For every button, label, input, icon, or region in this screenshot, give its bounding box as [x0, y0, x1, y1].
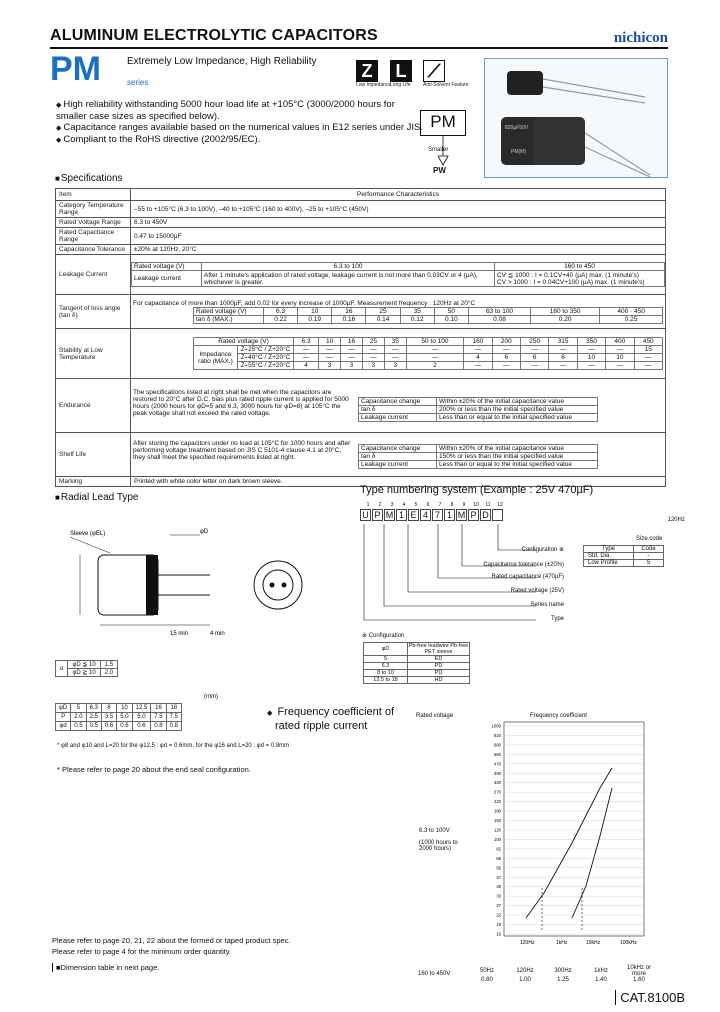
- dim-cell: 7.5: [166, 713, 181, 722]
- stab-value: 3: [341, 362, 363, 370]
- spec-col-item: Item: [56, 189, 131, 201]
- freq-y-tick: 560: [494, 751, 501, 757]
- config-code: HD: [408, 677, 470, 684]
- icon-label: Anti-Solvent Feature: [423, 82, 469, 88]
- dim-header: φD: [56, 704, 71, 713]
- square-icon: ■: [56, 963, 61, 972]
- freq-heading-line: Frequency coefficient of: [277, 706, 395, 718]
- radial-heading: ■ Radial Lead Type: [55, 492, 139, 503]
- dim-footnote: * φ8 and φ10 and L=20 for the φ12.5 : φd = 0.6mm, for the φ16 and L=20 : φd = 0.8mm: [57, 743, 290, 749]
- sleeve-label: Sleeve (φEL): [70, 531, 106, 537]
- freq-y-tick: 68: [496, 855, 501, 861]
- alpha-val: 2.0: [100, 669, 117, 677]
- config-d: 8 to 10: [364, 670, 408, 677]
- config-d: 12.5 to 18: [364, 677, 408, 684]
- freq-left-label: (1000 hours to 2000 hours): [419, 840, 458, 852]
- spec-item: Tangent of loss angle (tan δ): [56, 295, 131, 329]
- freq-left-label: 6.3 to 100V: [419, 828, 450, 834]
- k-label: 4 min: [210, 631, 225, 637]
- stab-row-label: Z–25°C / Z+20°C: [238, 346, 294, 354]
- shelf-v: 150% or less than the initial specified value: [437, 453, 598, 461]
- freq-heading: [267, 706, 394, 732]
- spec-item: Rated Capacitance Range: [56, 228, 131, 245]
- freq-x-label: 1kHz: [556, 940, 568, 946]
- feature-icon-z: [356, 60, 391, 88]
- icon-label: Low Impedance: [356, 82, 392, 88]
- stab-value: —: [341, 346, 363, 354]
- bottom-freq: 300Hz: [554, 968, 572, 974]
- stab-value: —: [319, 354, 341, 362]
- dim-cell: 0.8: [151, 722, 166, 731]
- dim-cell: 0.6: [117, 722, 132, 731]
- type-label: Type: [550, 616, 564, 622]
- freq-y-tick: 120: [494, 827, 501, 833]
- size-code-heading: Size code: [636, 536, 663, 542]
- freq-x-label: 10kHz: [586, 940, 601, 946]
- dim-header: 12.5: [132, 704, 151, 713]
- stab-voltage: 160: [464, 338, 492, 346]
- tan-value: 0.14: [366, 315, 400, 323]
- endseal-note: * Please refer to page 20 about the end seal configuration.: [57, 765, 251, 774]
- relation-target: PW: [433, 166, 446, 175]
- tan-value: 0.22: [264, 315, 298, 323]
- type-code-box: D: [480, 509, 491, 521]
- config-d: 6.3: [364, 663, 408, 670]
- stab-rv-label: Rated voltage (V): [194, 338, 294, 346]
- dim-cell: 0.5: [71, 722, 86, 731]
- type-position: 6: [426, 502, 430, 508]
- freq-x-label: 120Hz: [520, 940, 535, 946]
- dim-header: 6.3: [86, 704, 101, 713]
- stab-voltage: 50 to 100: [406, 338, 463, 346]
- note-dimension-text: Dimension table in next page.: [60, 963, 160, 972]
- dim-cell: P: [56, 713, 71, 722]
- freq-y-tick: 47: [496, 874, 501, 880]
- spec-item: Shelf Life: [56, 433, 131, 477]
- tan-voltage: 400 · 450: [600, 307, 663, 315]
- freq-y-tick: 820: [494, 732, 501, 738]
- dim-cell: 5.0: [132, 713, 151, 722]
- type-code-box: 4: [420, 509, 431, 521]
- bottom-freq: 1kHz: [594, 968, 608, 974]
- spec-item: Marking: [56, 477, 131, 487]
- leakage-table: [131, 262, 665, 287]
- stability-table: [193, 337, 663, 370]
- stab-value: —: [362, 354, 384, 362]
- spec-value: 6.3 to 450V: [131, 218, 666, 228]
- stab-value: —: [520, 362, 548, 370]
- stab-row-label: Z–55°C / Z+20°C: [238, 362, 294, 370]
- stab-value: 15: [634, 346, 662, 354]
- stab-value: 3: [319, 362, 341, 370]
- stab-value: —: [464, 362, 492, 370]
- dim-cell: 2.0: [71, 713, 86, 722]
- stab-value: 6: [520, 354, 548, 362]
- type-position: 10: [473, 502, 479, 508]
- tan-value: 0.25: [600, 315, 663, 323]
- stab-freq: 120Hz: [667, 516, 685, 523]
- freq-y-tick: 82: [496, 846, 501, 852]
- dim-cell: 5.0: [117, 713, 132, 722]
- stab-voltage: 250: [520, 338, 548, 346]
- stab-value: 3: [362, 362, 384, 370]
- stab-value: —: [341, 354, 363, 362]
- photo-label: 820µF50V: [505, 125, 529, 131]
- freq-y-tick: 15: [496, 931, 501, 937]
- bottom-rv: 160 to 450V: [418, 971, 451, 977]
- end-v: 200% or less than the initial specified value: [437, 406, 598, 414]
- tan-value: 0.20: [531, 315, 600, 323]
- freq-rv-label: Rated voltage: [416, 713, 454, 719]
- stab-value: —: [406, 354, 463, 362]
- dim-cell: 0.5: [86, 722, 101, 731]
- type-code-box: E: [408, 509, 419, 521]
- page-title: ALUMINUM ELECTROLYTIC CAPACITORS: [50, 27, 378, 44]
- size-type: Low Profile: [584, 560, 634, 567]
- bullet: ◆ Capacitance ranges available based on the numerical values in E12 series under JIS.: [56, 122, 426, 134]
- config-code: ED: [408, 656, 470, 663]
- radial-lead-drawing: [60, 525, 310, 645]
- config-table: [363, 642, 470, 684]
- stab-voltage: 16: [341, 338, 363, 346]
- alpha-cond: φD ≦ 10: [68, 661, 100, 669]
- stab-value: —: [634, 354, 662, 362]
- stab-voltage: 10: [319, 338, 341, 346]
- stab-value: —: [549, 346, 577, 354]
- feature-bullets: [56, 99, 426, 146]
- stab-value: —: [492, 362, 520, 370]
- stab-row-label: Z–40°C / Z+20°C: [238, 354, 294, 362]
- stab-value: 4: [294, 362, 319, 370]
- stab-value: 10: [606, 354, 634, 362]
- leakage-col: 160 to 450: [495, 263, 665, 271]
- type-code-box: P: [372, 509, 383, 521]
- type-label: Rated capacitance (470µF): [491, 574, 564, 580]
- tan-voltage: 10: [298, 307, 332, 315]
- spec-item: Category Temperature Range: [56, 201, 131, 218]
- size-code: 5: [634, 560, 664, 567]
- note-dimension: [52, 963, 159, 972]
- l-label: 15 min: [170, 631, 189, 637]
- dim-header: 10: [117, 704, 132, 713]
- shelf-v: Within ±20% of the initial capacitance value: [437, 445, 598, 453]
- series-tagline: Extremely Low Impedance, High Reliability: [127, 56, 317, 67]
- shelf-v: Less than or equal to the initial specified value: [437, 461, 598, 469]
- stab-value: —: [577, 346, 605, 354]
- leakage-value: CV > 1000 : I = 0.04CV+100 (µA) max. (1 minute's): [497, 279, 645, 286]
- type-position: 5: [414, 502, 418, 508]
- type-label: Configuration ※: [521, 547, 564, 553]
- bottom-freq: 120Hz: [516, 968, 534, 974]
- bullet: ◆ High reliability withstanding 5000 hour load life at +105°C (3000/2000 hours for smaller case sizes as specified below).: [56, 99, 426, 122]
- stab-ratio-label: Impedance ratio (MAX.): [194, 346, 238, 370]
- spec-value: ±20% at 120Hz, 20°C: [131, 245, 666, 255]
- type-code-box: 1: [396, 509, 407, 521]
- type-position: 12: [497, 502, 503, 508]
- alpha-table: [55, 660, 118, 677]
- dim-header: 18: [166, 704, 181, 713]
- config-code: PD: [408, 663, 470, 670]
- tan-voltage: 25: [366, 307, 400, 315]
- shelf-k: tan δ: [359, 453, 437, 461]
- type-code-box: 1: [444, 509, 455, 521]
- freq-y-tick: 330: [494, 780, 501, 786]
- tan-voltage: 6.3: [264, 307, 298, 315]
- stab-voltage: 6.3: [294, 338, 319, 346]
- type-code-box: M: [385, 510, 394, 520]
- capacitor-photo-icon: [485, 59, 669, 179]
- stab-value: —: [384, 346, 406, 354]
- type-code-box: M: [457, 510, 466, 520]
- dim-cell: 3.5: [101, 713, 116, 722]
- shelf-k: Leakage current: [359, 461, 437, 469]
- tan-voltage: 160 to 350: [531, 307, 600, 315]
- tan-voltage: 35: [400, 307, 434, 315]
- leakage-rv-label: Rated voltage (V): [132, 263, 202, 271]
- leakage-value: CV ≦ 1000 : I = 0.1CV+40 (µA) max. (1 minute's): [497, 272, 639, 279]
- freq-y-tick: 150: [494, 818, 501, 824]
- dim-cell: 0.6: [132, 722, 151, 731]
- type-position: 11: [485, 502, 491, 508]
- stab-voltage: 400: [606, 338, 634, 346]
- stab-voltage: 35: [384, 338, 406, 346]
- type-label: Rated voltage (25V): [510, 588, 564, 594]
- stab-value: 10: [577, 354, 605, 362]
- type-position: 4: [402, 502, 406, 508]
- type-label: Capacitance tolerance (±20%): [483, 562, 564, 568]
- long-life-icon: L: [390, 60, 412, 82]
- tan-value: 0.08: [468, 315, 530, 323]
- tan-value: 0.19: [298, 315, 332, 323]
- freq-y-tick: 56: [496, 865, 501, 871]
- end-v: Less than or equal to the initial specified value: [437, 414, 598, 422]
- dimension-table: [55, 703, 182, 731]
- type-positions: [362, 502, 506, 508]
- config-title: ※ Configuration: [362, 633, 405, 639]
- bottom-val: 0.80: [481, 977, 493, 983]
- dim-header: 8: [101, 704, 116, 713]
- freq-y-tick: 33: [496, 893, 501, 899]
- type-code-box: [492, 509, 503, 521]
- stab-voltage: 25: [362, 338, 384, 346]
- spec-item: Endurance: [56, 379, 131, 433]
- stab-value: —: [362, 346, 384, 354]
- freq-y-tick: 270: [494, 789, 501, 795]
- type-position: 3: [390, 502, 394, 508]
- stab-value: —: [464, 346, 492, 354]
- stab-value: —: [549, 362, 577, 370]
- stab-value: 4: [464, 354, 492, 362]
- alpha-cond: φD ≧ 10: [68, 669, 100, 677]
- stab-voltage: 450: [634, 338, 662, 346]
- tan-voltage: 50: [434, 307, 468, 315]
- type-position: 2: [378, 502, 382, 508]
- config-head: Pb-free leadwire Pb-free PET sleeve: [408, 643, 469, 655]
- freq-y-tick: 27: [496, 903, 501, 909]
- tan-value: 0.16: [332, 315, 366, 323]
- spec-item: Capacitance Tolerance: [56, 245, 131, 255]
- endurance-text: The specifications listed at right shall be met when the capacitors are restored to 20°C after D.C. bias plus rated ripple current is applied for 5000 hours (2000 hours for φD=5 and 6.3, 3000 hours for φD=8) at 105°C the peak voltage shall not exceed the rated voltage.: [133, 389, 349, 417]
- spec-item: Leakage Current: [56, 255, 131, 295]
- dim-cell: 0.8: [166, 722, 181, 731]
- stab-value: —: [294, 346, 319, 354]
- tan-rv-label: Rated voltage (V): [194, 307, 264, 315]
- endurance-table: [358, 397, 598, 422]
- type-position: 9: [462, 502, 466, 508]
- shelf-text: After storing the capacitors under no load at 105°C for 1000 hours and after performing voltage treatment based on JIS C 5101-4 clause 4.1 at 20°C, they shall meet the specified requirements listed at right.: [133, 440, 351, 461]
- feature-icon-l: [390, 60, 412, 88]
- freq-x-label: 100kHz: [620, 940, 637, 946]
- spec-col-perf: Performance Characteristics: [131, 189, 666, 201]
- freq-heading-line: rated ripple current: [275, 720, 368, 732]
- spec-value: 0.47 to 15000µF: [131, 228, 666, 245]
- tan-voltage: 63 to 100: [468, 307, 530, 315]
- alpha-head: α: [56, 661, 68, 677]
- freq-y-tick: 18: [496, 922, 501, 928]
- freq-bottom-table: [418, 965, 658, 983]
- anti-solvent-icon: ⟋: [423, 60, 445, 82]
- end-k: tan δ: [359, 406, 437, 414]
- freq-y-tick: 470: [494, 761, 501, 767]
- spec-value: Printed with white color letter on dark brown sleeve.: [131, 477, 666, 487]
- dim-cell: 0.6: [101, 722, 116, 731]
- dim-header: 16: [151, 704, 166, 713]
- stab-value: —: [492, 346, 520, 354]
- spec-value: –55 to +105°C (6.3 to 100V), –40 to +105°C (160 to 400V), –25 to +105°C (450V): [131, 201, 666, 218]
- tangent-table: [193, 307, 663, 324]
- shelf-table: [358, 444, 598, 469]
- end-k: Capacitance change: [359, 398, 437, 406]
- freq-y-tick: 180: [494, 808, 501, 814]
- type-label: Series name: [530, 602, 564, 608]
- note-formed: Please refer to page 20, 21, 22 about the formed or taped product spec.: [52, 936, 291, 945]
- spec-heading: ■ Specifications: [55, 173, 123, 184]
- dim-cell: φd: [56, 722, 71, 731]
- low-impedance-icon: Z: [356, 60, 378, 82]
- stab-voltage: 315: [549, 338, 577, 346]
- leakage-lc-label: Leakage current: [132, 271, 202, 287]
- bottom-val: 1.60: [633, 977, 645, 983]
- type-position: 7: [438, 502, 442, 508]
- tan-voltage: 16: [332, 307, 366, 315]
- shelf-k: Capacitance change: [359, 445, 437, 453]
- type-position: 1: [366, 502, 370, 508]
- type-code-box: P: [468, 509, 479, 521]
- stab-value: —: [577, 362, 605, 370]
- relation-label: Smaller: [428, 147, 449, 153]
- stab-value: —: [606, 362, 634, 370]
- series-word: series: [127, 78, 149, 87]
- freq-y-tick: 39: [496, 884, 501, 890]
- size-head: Type: [584, 546, 634, 553]
- bullet: ◆ Compliant to the RoHS directive (2002/95/EC).: [56, 134, 426, 146]
- tan-label: tan δ (MAX.): [194, 315, 264, 323]
- leakage-col: 6.3 to 100: [202, 263, 495, 271]
- stab-value: —: [384, 354, 406, 362]
- bottom-freq: 10kHz or more: [626, 965, 651, 977]
- type-numbering-title: Type numbering system (Example : 25V 470µF): [360, 484, 594, 496]
- photo-label: PM(M): [511, 149, 526, 155]
- stab-value: 6: [549, 354, 577, 362]
- end-k: Leakage current: [359, 414, 437, 422]
- config-head: φD: [364, 643, 408, 656]
- tan-value: 0.12: [400, 315, 434, 323]
- note-min-order: Please refer to page 4 for the minimum order quantity.: [52, 947, 232, 956]
- spec-item: Rated Voltage Range: [56, 218, 131, 228]
- freq-chart: [460, 718, 660, 948]
- config-code: PD: [408, 670, 470, 677]
- type-code-boxes: [360, 509, 504, 521]
- size-code: -: [634, 553, 664, 560]
- freq-fc-label: Frequency coefficient: [530, 713, 587, 719]
- type-code-box: U: [360, 509, 371, 521]
- catalog-number: CAT.8100B: [615, 990, 685, 1005]
- leakage-value: After 1 minute's application of rated voltage, leakage current is not more than 0.03CV or 4 (µA), whichever is greater.: [202, 271, 495, 287]
- alpha-val: 1.5: [100, 661, 117, 669]
- bottom-freq: 50Hz: [479, 968, 494, 974]
- header-rule: [50, 47, 668, 49]
- size-type: Std. Dia.: [584, 553, 634, 560]
- stab-value: 2: [406, 362, 463, 370]
- stab-value: —: [520, 346, 548, 354]
- bottom-val: 1.40: [595, 977, 607, 983]
- freq-y-tick: 100: [494, 836, 501, 842]
- stab-voltage: 200: [492, 338, 520, 346]
- freq-y-tick: 390: [494, 770, 501, 776]
- tangent-note: For capacitance of more than 1000µF, add 0.02 for every increase of 1000µF. Measurement frequency : 120Hz at 20°C: [133, 299, 476, 307]
- stab-value: 3: [384, 362, 406, 370]
- series-code: PM: [50, 50, 101, 88]
- stab-value: —: [294, 354, 319, 362]
- tan-value: 0.10: [434, 315, 468, 323]
- type-code-box: 7: [432, 509, 443, 521]
- dim-unit: (mm): [204, 694, 218, 700]
- freq-y-tick: 220: [494, 799, 501, 805]
- product-photo: [484, 58, 668, 178]
- freq-y-tick: 22: [496, 912, 501, 918]
- size-code-table: [583, 545, 664, 567]
- type-position: 8: [450, 502, 454, 508]
- feature-icon-solvent: [423, 60, 469, 88]
- bottom-val: 1.25: [557, 977, 569, 983]
- freq-y-tick: 1000: [491, 723, 501, 729]
- spec-item: Stability at Low Temperature: [56, 329, 131, 379]
- stab-value: —: [606, 346, 634, 354]
- end-v: Within ±20% of the initial capacitance value: [437, 398, 598, 406]
- icon-label: Long Life: [390, 82, 411, 88]
- dim-cell: 2.5: [86, 713, 101, 722]
- dim-cell: 7.5: [151, 713, 166, 722]
- relation-current: PM: [420, 110, 466, 136]
- freq-y-tick: 680: [494, 742, 501, 748]
- stab-value: —: [406, 346, 463, 354]
- dim-header: 5: [71, 704, 86, 713]
- brand-logo: nichicon: [613, 30, 668, 46]
- bottom-val: 1.00: [519, 977, 531, 983]
- stab-value: —: [319, 346, 341, 354]
- size-head: Code: [634, 546, 664, 553]
- config-d: 5: [364, 656, 408, 663]
- stab-value: —: [634, 362, 662, 370]
- diameter-label: φD: [200, 529, 209, 535]
- stab-value: 6: [492, 354, 520, 362]
- stab-voltage: 350: [577, 338, 605, 346]
